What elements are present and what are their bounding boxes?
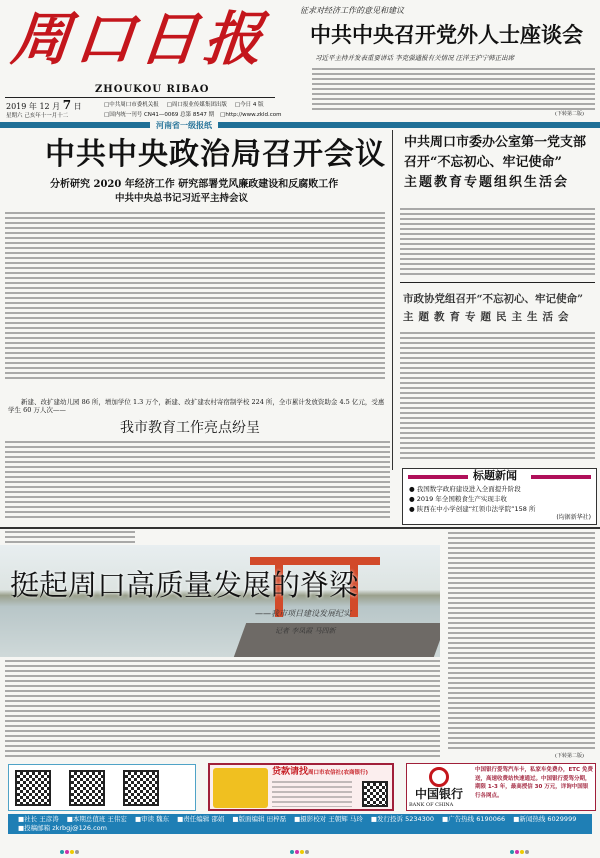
color-registration-marks	[60, 839, 80, 858]
qr-code-icon[interactable]	[362, 781, 388, 807]
briefs-source: (均据新华社)	[556, 514, 591, 521]
brief-item[interactable]: ● 2019 年全国粮食生产实现丰收	[409, 495, 507, 503]
top-subtitle: 习近平主持并发表重要讲话 李克强通报有关情况 汪洋王沪宁韩正出席	[315, 54, 515, 62]
top-kicker: 征求对经济工作的意见和建议	[300, 6, 404, 15]
color-registration-marks	[510, 839, 530, 858]
boc-name: 中国银行	[415, 787, 464, 801]
masthead-pinyin: ZHOUKOU RIBAO	[95, 84, 210, 95]
feature-body-right	[448, 532, 595, 750]
masthead-info: □中共周口市委机关报 □周口报业传媒集团出版 □今日 4 版	[104, 102, 264, 108]
qr-code-icon[interactable]	[15, 770, 51, 806]
boc-en: BANK OF CHINA	[409, 802, 454, 808]
jump-note: (下转第二版)	[555, 111, 584, 117]
loan-ad[interactable]: 贷款请找周口市农信社(农商银行)	[208, 763, 394, 811]
lead-sub1: 分析研究 2020 年经济工作 研究部署党风廉政建设和反腐败工作	[50, 179, 339, 190]
feature-intro	[5, 531, 135, 543]
color-registration-marks	[290, 839, 310, 858]
lunar-date: 星期六 己亥年十一月十二	[6, 113, 69, 119]
lead-headline[interactable]: 中共中央政治局召开会议	[45, 137, 386, 172]
top-band	[0, 122, 600, 128]
qr-codes-ad	[8, 764, 196, 811]
staff-footer: ■社长 王彦涛 ■本期总值班 王伟宏 ■审读 魏东 ■责任编辑 邵娟 ■版面编辑 田梓磊 ■摄影校对 王朝辉 马玲 ■发行投诉 5234300 ■广告热线 6190066 ■新闻热线 6029999 ■投稿邮箱 zkrbgj@126.com	[8, 814, 592, 834]
crane-icon	[250, 557, 380, 565]
briefs-title: 标题新闻	[473, 469, 517, 482]
issue-date: 2019 年 12 月 7 日	[6, 98, 82, 112]
top-body	[312, 68, 595, 110]
right-story2-headline[interactable]: 市政协党组召开“不忘初心、牢记使命” 主题教育专题民主生活会	[403, 293, 584, 323]
qr-code-icon[interactable]	[69, 770, 105, 806]
right-story1-body	[400, 208, 595, 276]
barge-icon	[234, 623, 440, 657]
feature-byline: 记者 李凤霞 马四新	[275, 627, 336, 635]
headline-news-box	[402, 468, 597, 525]
website-link[interactable]: □http://www.zkld.com	[220, 112, 282, 118]
feature-body	[5, 660, 440, 760]
brief-item[interactable]: ● 陕西在中小学创建“红领巾法学院”158 所	[409, 505, 536, 513]
brief-item[interactable]: ● 我国数字政府建设进入全面提升阶段	[409, 485, 521, 493]
feature-jump: (下转第二版)	[555, 753, 584, 759]
qr-code-icon[interactable]	[123, 770, 159, 806]
newspaper-rank: 河南省一级报纸	[150, 121, 218, 131]
boc-text: 中国银行爱驾汽车卡，私家车免费办，ETC 免费送，高速收费站快速通过。中国银行爱驾分期，期限 1-3 年，最高授信 30 万元，详询中国银行各网点。	[475, 767, 593, 799]
bank-card-icon	[213, 768, 268, 808]
feature-headline[interactable]: 挺起周口高质量发展的脊梁	[10, 568, 359, 602]
education-body	[5, 441, 390, 518]
masthead-info2: □国内统一刊号 CN41—0069 总第 8547 期 □http://www.zkld.com	[104, 112, 282, 118]
education-headline[interactable]: 我市教育工作亮点纷呈	[120, 420, 260, 436]
education-lead: 新建、改扩建幼儿园 86 所，增加学位 1.3 万个，新建、改扩建农村寄宿制学校 224 所，全市累计发放资助金 4.5 亿元，受惠学生 60 万人次——	[8, 398, 385, 414]
boc-logo-icon	[429, 767, 449, 787]
right-story2-body	[400, 332, 595, 462]
masthead-logo: 周口日报	[8, 5, 272, 73]
right-story1-headline[interactable]: 中共周口市委办公室第一党支部 召开“不忘初心、牢记使命” 主题教育专题组织生活会	[404, 135, 587, 190]
lead-sub2: 中共中央总书记习近平主持会议	[115, 193, 249, 204]
feature-subtitle: ——我市项目建设发展纪实	[255, 609, 351, 618]
lead-body	[5, 212, 385, 382]
top-headline[interactable]: 中共中央召开党外人士座谈会	[310, 23, 583, 47]
boc-ad[interactable]	[406, 763, 596, 811]
